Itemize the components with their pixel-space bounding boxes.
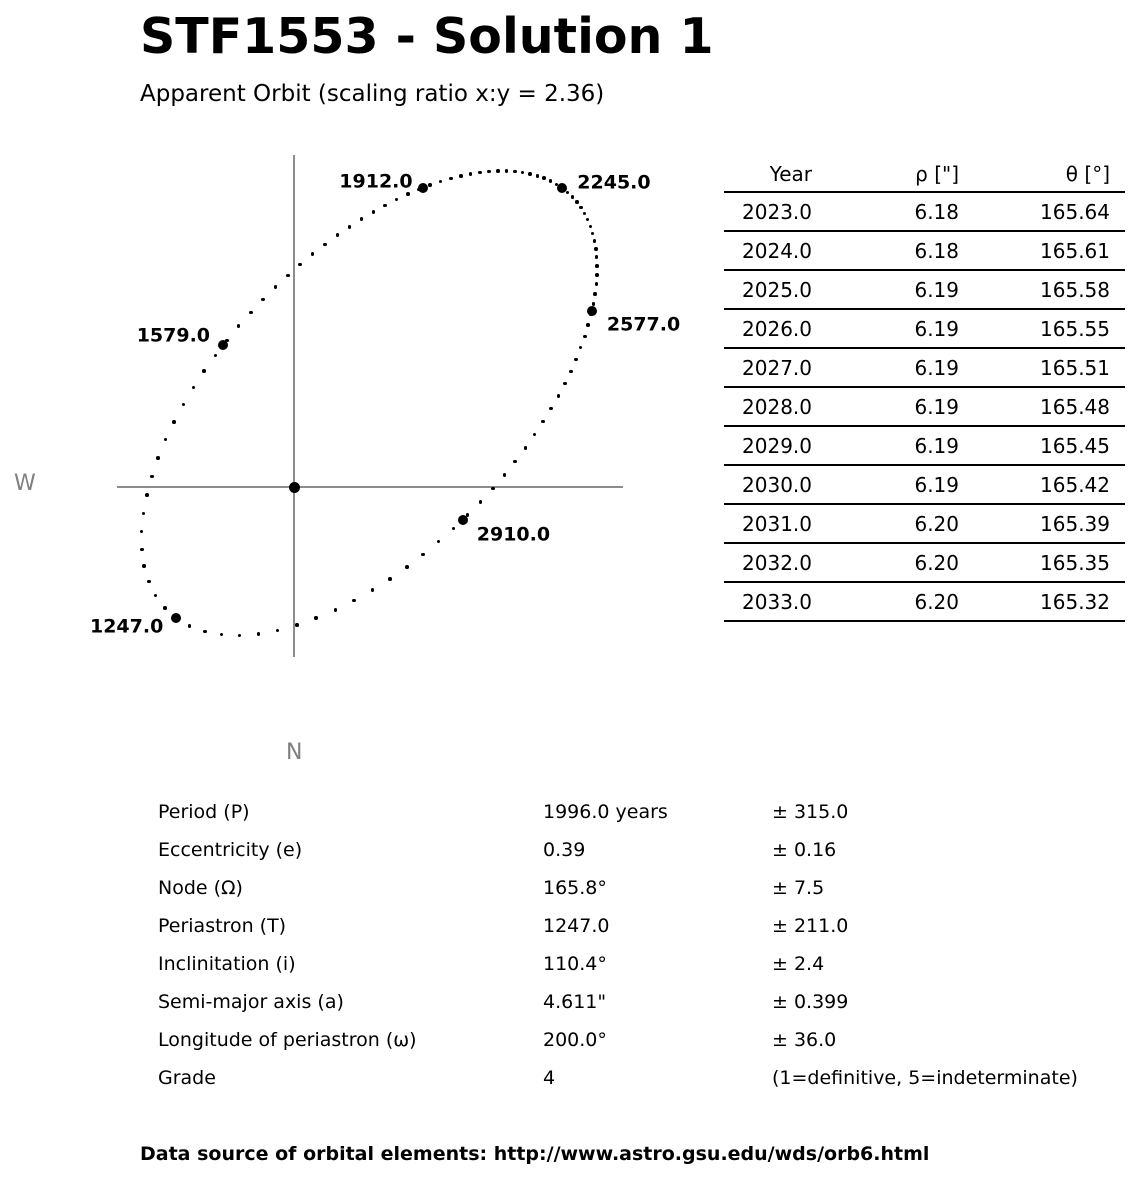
orbit-dot xyxy=(589,225,593,229)
table-header-row xyxy=(724,157,1125,192)
orbit-dot xyxy=(595,282,599,286)
orbit-dot xyxy=(276,629,280,633)
orbit-dot xyxy=(513,170,517,174)
epoch-label: 2577.0 xyxy=(606,313,681,336)
orbit-dot xyxy=(314,616,318,620)
ephem-theta: 165.61 xyxy=(959,231,1125,270)
compass-west-label: W xyxy=(14,471,36,496)
ephem-rho: 6.19 xyxy=(812,309,959,348)
orbit-dot xyxy=(360,217,364,221)
column-header-theta: θ [°] xyxy=(959,157,1125,192)
orbit-dot xyxy=(524,446,528,450)
table-row xyxy=(724,582,1125,621)
ephem-year: 2029.0 xyxy=(724,426,812,465)
orbit-dot xyxy=(595,255,599,259)
orbit-dot xyxy=(145,493,149,497)
orbit-dot xyxy=(274,285,278,289)
element-error: ± 0.16 xyxy=(772,839,837,861)
orbit-dot xyxy=(487,170,491,174)
orbit-dot xyxy=(334,608,338,612)
orbit-dot xyxy=(549,179,553,183)
orbit-dot xyxy=(182,403,186,407)
orbit-dot xyxy=(261,298,265,302)
element-row xyxy=(158,793,1088,831)
orbit-dot xyxy=(557,394,561,398)
ephem-rho: 6.19 xyxy=(812,387,959,426)
orbit-dot xyxy=(156,456,160,460)
orbit-dot xyxy=(579,206,583,210)
orbit-dot xyxy=(140,530,144,534)
orbit-dot xyxy=(574,358,578,362)
element-value: 110.4° xyxy=(543,953,607,975)
element-row xyxy=(158,1059,1088,1097)
epoch-dot xyxy=(587,306,597,316)
epoch-dot xyxy=(218,340,228,350)
ephem-theta: 165.39 xyxy=(959,504,1125,543)
ephem-year: 2031.0 xyxy=(724,504,812,543)
element-value: 0.39 xyxy=(543,839,586,861)
ephem-theta: 165.64 xyxy=(959,192,1125,231)
ephem-rho: 6.20 xyxy=(812,543,959,582)
vertical-axis-line xyxy=(293,155,295,657)
element-row xyxy=(158,907,1088,945)
orbit-dot xyxy=(203,630,207,634)
ephem-rho: 6.20 xyxy=(812,504,959,543)
element-error: ± 211.0 xyxy=(772,915,849,937)
orbit-dot xyxy=(142,512,146,516)
orbit-dot xyxy=(575,200,579,204)
epoch-label: 1912.0 xyxy=(339,170,413,193)
orbit-dot xyxy=(214,354,218,358)
orbit-dot xyxy=(541,420,545,424)
ephem-theta: 165.42 xyxy=(959,465,1125,504)
orbit-dot xyxy=(348,225,352,229)
ephem-theta: 165.35 xyxy=(959,543,1125,582)
table-row xyxy=(724,426,1125,465)
element-row xyxy=(158,1021,1088,1059)
orbit-dot xyxy=(569,370,573,374)
orbit-dot xyxy=(421,553,425,557)
orbit-dot xyxy=(583,212,587,216)
epoch-label: 2245.0 xyxy=(577,171,651,194)
orbit-dot xyxy=(452,527,456,531)
orbit-dot xyxy=(383,204,387,208)
orbit-dot xyxy=(491,487,495,491)
epoch-label: 2910.0 xyxy=(476,523,551,546)
orbit-dot xyxy=(439,180,443,184)
orbit-dot xyxy=(154,594,158,598)
epoch-dot xyxy=(418,183,428,193)
epoch-label: 1247.0 xyxy=(89,615,164,638)
epoch-label: 1579.0 xyxy=(136,324,211,347)
orbit-dot xyxy=(533,433,537,437)
orbit-dot xyxy=(528,172,532,176)
element-error: ± 315.0 xyxy=(772,801,849,823)
ephemerides-table xyxy=(724,157,1125,622)
orbit-dot xyxy=(536,174,540,178)
ephem-rho: 6.18 xyxy=(812,192,959,231)
element-value: 4 xyxy=(543,1067,556,1089)
orbit-dot xyxy=(249,311,253,315)
element-value: 1996.0 years xyxy=(543,801,668,823)
element-label: Grade xyxy=(158,1067,216,1089)
orbit-dot xyxy=(295,623,299,627)
orbit-dot xyxy=(428,183,432,187)
ephem-rho: 6.18 xyxy=(812,231,959,270)
orbit-dot xyxy=(150,475,154,479)
ephem-theta: 165.48 xyxy=(959,387,1125,426)
ephem-theta: 165.45 xyxy=(959,426,1125,465)
element-label: Eccentricity (e) xyxy=(158,839,303,861)
orbit-dot xyxy=(298,263,302,267)
orbit-dot xyxy=(237,324,241,328)
orbit-dot xyxy=(593,292,597,296)
orbit-dot xyxy=(238,634,242,638)
column-header-year: Year xyxy=(724,157,812,192)
orbit-dot xyxy=(372,210,376,214)
table-row xyxy=(724,387,1125,426)
orbit-dot xyxy=(595,264,599,268)
orbit-dot xyxy=(449,177,453,181)
orbit-dot xyxy=(479,500,483,504)
table-row xyxy=(724,465,1125,504)
orbit-dot xyxy=(311,252,315,256)
ephem-year: 2033.0 xyxy=(724,582,812,621)
orbit-dot xyxy=(437,540,441,544)
ephem-theta: 165.55 xyxy=(959,309,1125,348)
orbit-dot xyxy=(566,191,570,195)
orbit-dot xyxy=(220,633,224,637)
ephem-theta: 165.32 xyxy=(959,582,1125,621)
orbit-dot xyxy=(469,172,473,176)
orbit-dot xyxy=(406,192,410,196)
orbit-dot xyxy=(336,233,340,237)
element-value: 165.8° xyxy=(543,877,607,899)
table-row xyxy=(724,309,1125,348)
compass-north-label: N xyxy=(286,740,303,765)
ephem-year: 2032.0 xyxy=(724,543,812,582)
element-label: Periastron (T) xyxy=(158,915,287,937)
table-row xyxy=(724,543,1125,582)
orbit-dot xyxy=(395,198,399,202)
orbit-dot xyxy=(352,599,356,603)
ephem-rho: 6.19 xyxy=(812,426,959,465)
page-title: STF1553 - Solution 1 xyxy=(140,8,714,65)
element-error: ± 0.399 xyxy=(772,991,849,1013)
orbit-dot xyxy=(591,232,595,236)
column-header-rho: ρ ["] xyxy=(812,157,959,192)
orbit-dot xyxy=(142,564,146,568)
table-row xyxy=(724,504,1125,543)
data-source-note: Data source of orbital elements: http://www.astro.gsu.edu/wds/orb6.html xyxy=(140,1143,930,1165)
orbit-dot xyxy=(188,624,192,628)
table-row xyxy=(724,231,1125,270)
epoch-dot xyxy=(171,613,181,623)
ephem-theta: 165.58 xyxy=(959,270,1125,309)
orbit-dot xyxy=(513,460,517,464)
ephem-year: 2030.0 xyxy=(724,465,812,504)
element-row xyxy=(158,945,1088,983)
orbit-dot xyxy=(583,335,587,339)
primary-star-marker xyxy=(289,482,300,493)
orbit-dot xyxy=(503,473,507,477)
orbit-dot xyxy=(164,438,168,442)
element-error: ± 2.4 xyxy=(772,953,825,975)
orbit-dot xyxy=(147,580,151,584)
element-error: (1=definitive, 5=indeterminate) xyxy=(772,1067,1078,1089)
table-row xyxy=(724,270,1125,309)
ephem-rho: 6.19 xyxy=(812,270,959,309)
ephem-rho: 6.19 xyxy=(812,465,959,504)
element-label: Longitude of periastron (ω) xyxy=(158,1029,417,1051)
element-label: Inclinitation (i) xyxy=(158,953,296,975)
orbit-dot xyxy=(286,274,290,278)
orbit-dot xyxy=(371,588,375,592)
ephem-year: 2028.0 xyxy=(724,387,812,426)
ephem-year: 2024.0 xyxy=(724,231,812,270)
element-label: Period (P) xyxy=(158,801,250,823)
element-row xyxy=(158,869,1088,907)
ephem-year: 2025.0 xyxy=(724,270,812,309)
orbit-dot xyxy=(172,420,176,424)
epoch-dot xyxy=(458,515,468,525)
table-row xyxy=(724,192,1125,231)
orbit-dot xyxy=(140,548,144,552)
orbit-dot xyxy=(505,169,509,173)
orbit-dot xyxy=(579,346,583,350)
orbit-dot xyxy=(586,323,590,327)
element-value: 200.0° xyxy=(543,1029,607,1051)
orbit-dot xyxy=(521,171,525,175)
element-value: 4.611" xyxy=(543,991,607,1013)
ephem-rho: 6.19 xyxy=(812,348,959,387)
element-label: Node (Ω) xyxy=(158,877,243,899)
table-row xyxy=(724,348,1125,387)
orbit-dot xyxy=(586,218,590,222)
orbit-dot xyxy=(549,407,553,411)
ephem-theta: 165.51 xyxy=(959,348,1125,387)
orbit-dot xyxy=(202,369,206,373)
orbit-dot xyxy=(405,565,409,569)
orbit-dot xyxy=(571,195,575,199)
orbit-dot xyxy=(163,606,167,610)
ephem-rho: 6.20 xyxy=(812,582,959,621)
orbit-dot xyxy=(595,273,599,277)
page-subtitle: Apparent Orbit (scaling ratio x:y = 2.36) xyxy=(140,81,605,107)
orbit-dot xyxy=(478,171,482,175)
orbit-dot xyxy=(563,382,567,386)
element-row xyxy=(158,983,1088,1021)
element-row xyxy=(158,831,1088,869)
orbit-dot xyxy=(593,239,597,243)
ephem-year: 2023.0 xyxy=(724,192,812,231)
ephem-year: 2026.0 xyxy=(724,309,812,348)
orbit-dot xyxy=(192,386,196,390)
orbit-dot xyxy=(459,174,463,178)
element-value: 1247.0 xyxy=(543,915,610,937)
orbit-dot xyxy=(257,632,261,636)
element-label: Semi-major axis (a) xyxy=(158,991,344,1013)
element-error: ± 36.0 xyxy=(772,1029,837,1051)
element-error: ± 7.5 xyxy=(772,877,825,899)
ephem-year: 2027.0 xyxy=(724,348,812,387)
orbit-dot xyxy=(496,169,500,173)
orbit-dot xyxy=(594,247,598,251)
orbit-dot xyxy=(323,243,327,247)
horizontal-axis-line xyxy=(117,486,623,488)
orbit-dot xyxy=(388,577,392,581)
orbit-dot xyxy=(542,176,546,180)
